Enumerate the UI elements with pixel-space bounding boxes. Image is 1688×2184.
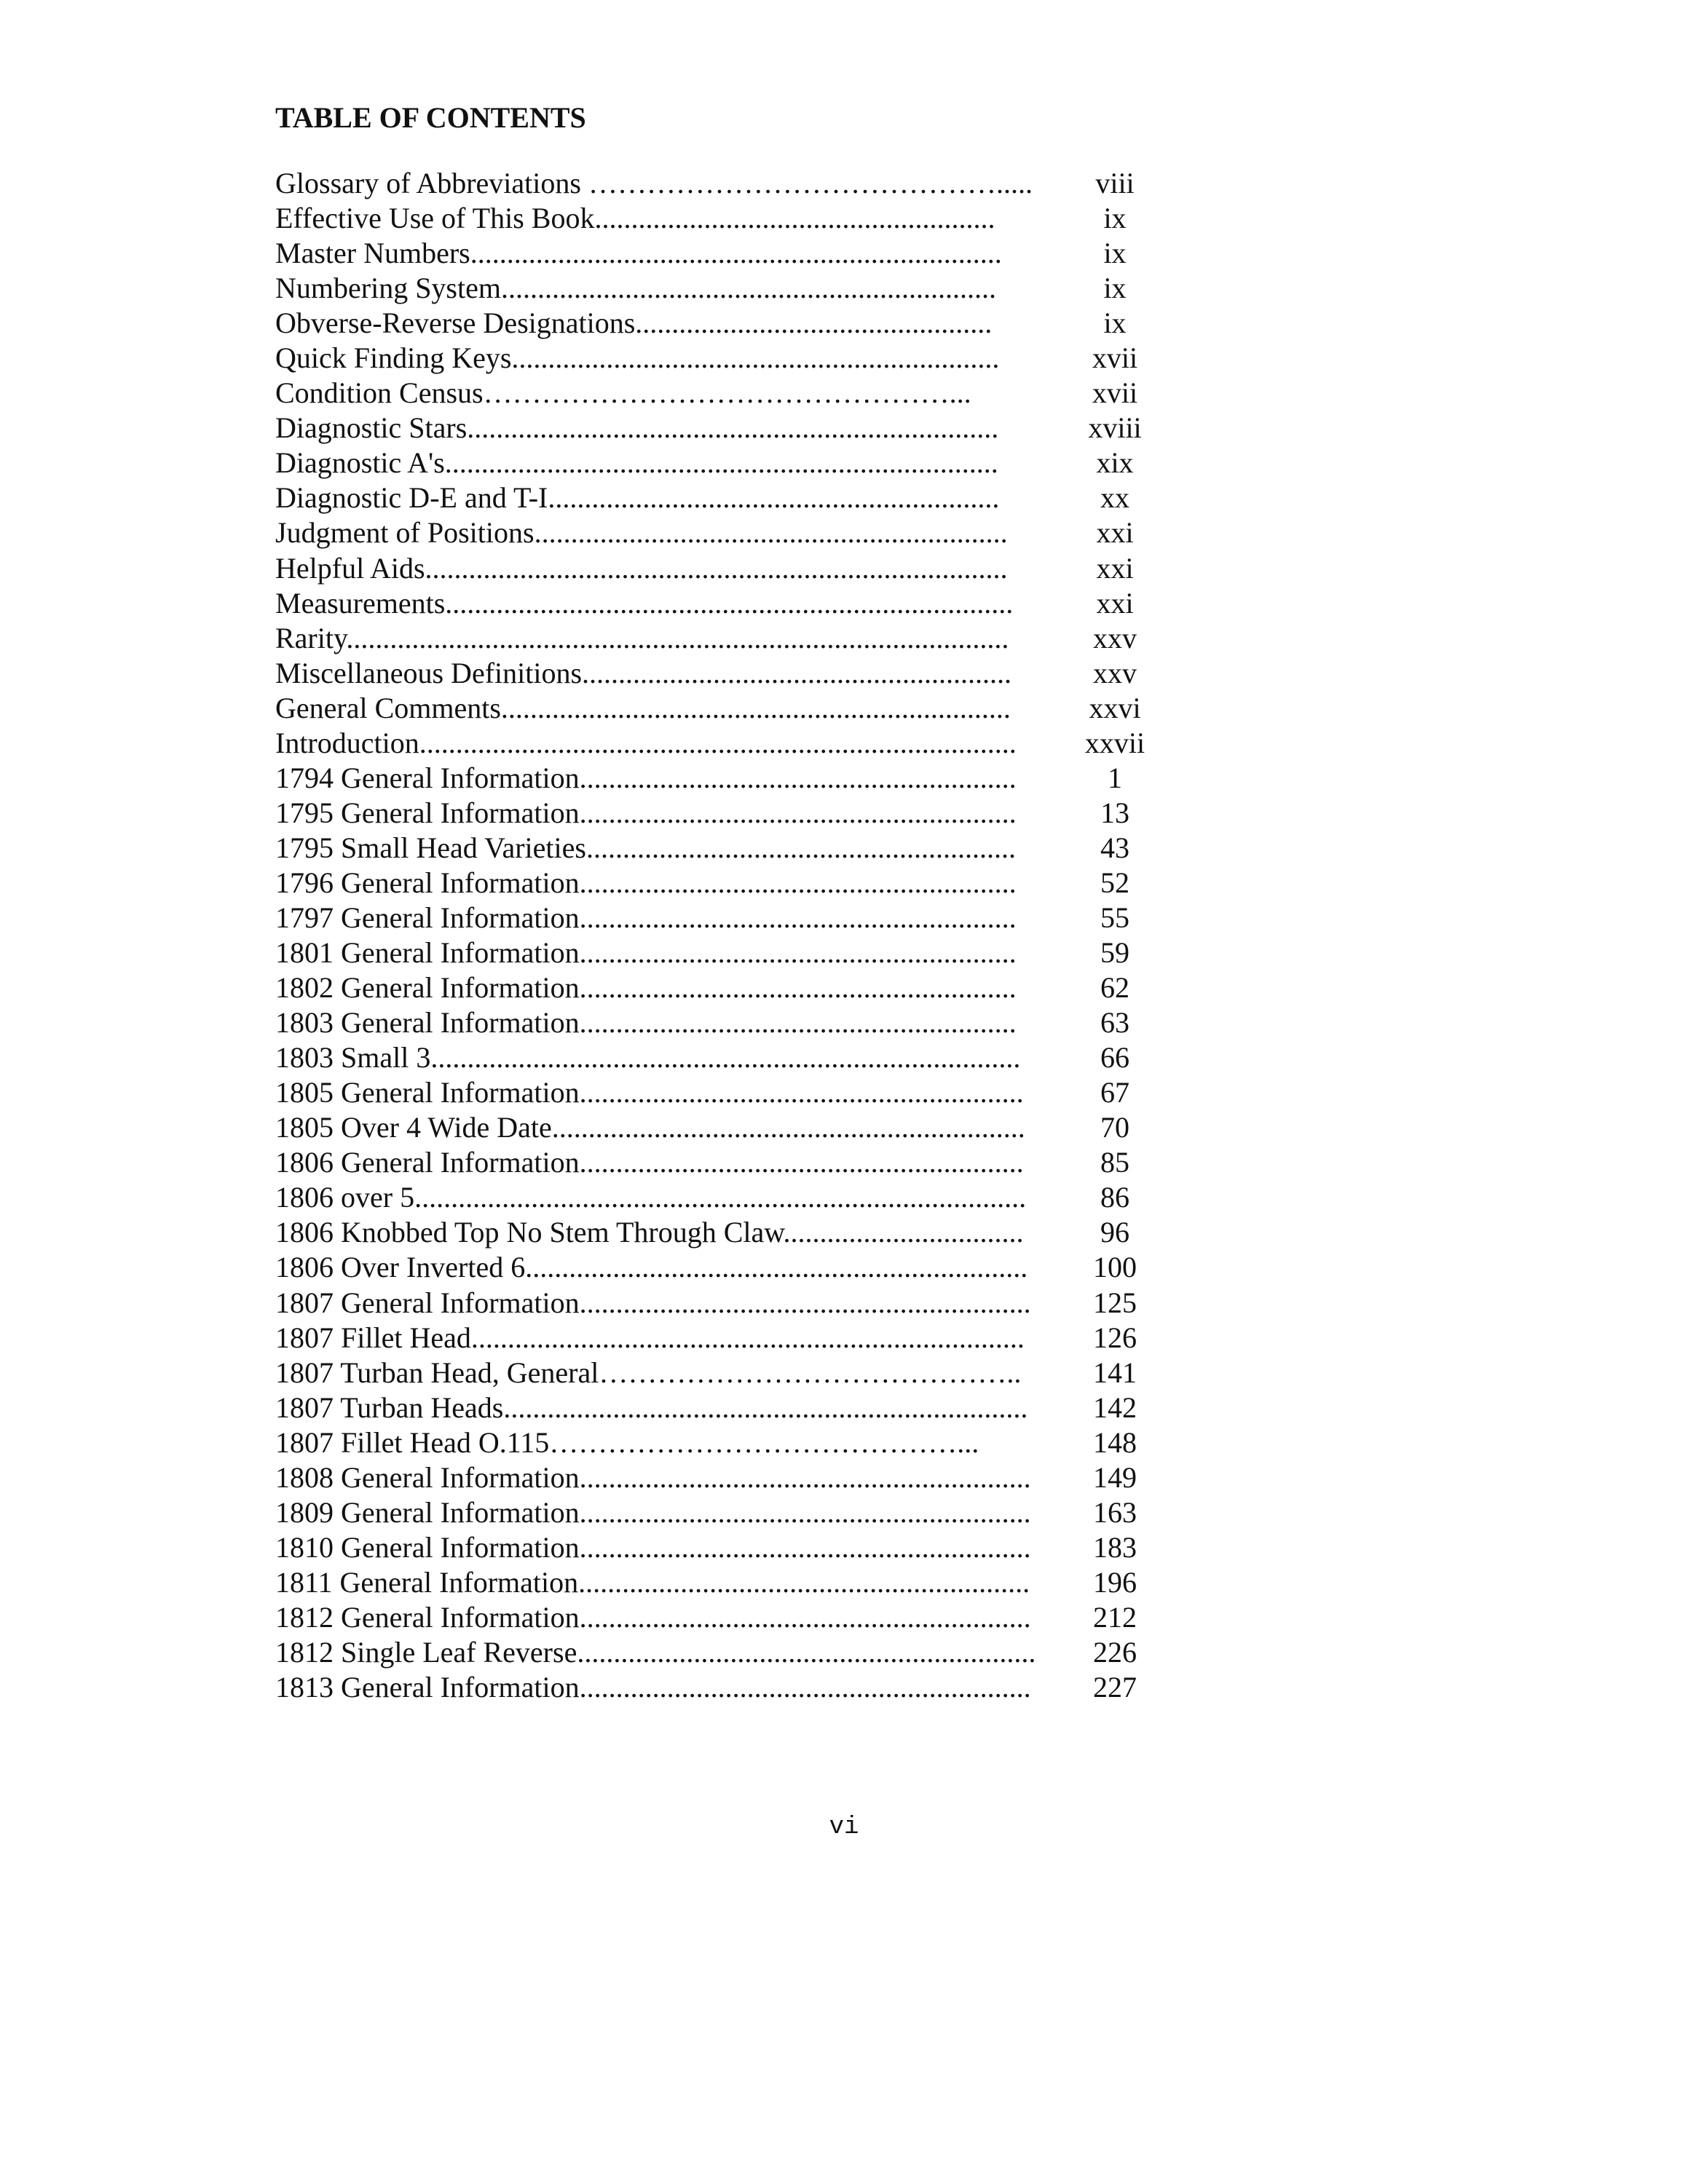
toc-entry [275, 1670, 1135, 1705]
toc-entry [275, 1215, 1135, 1250]
toc-entry-label: 1807 General Information.............................................................. [275, 1286, 1031, 1319]
toc-entry-page: 125 [1093, 1286, 1137, 1319]
toc-entry [275, 935, 1135, 970]
toc-entry-label: General Comments...................................................................... [275, 691, 1011, 724]
toc-entry [275, 166, 1135, 201]
toc-entry-page: 183 [1093, 1530, 1137, 1564]
toc-entry [275, 901, 1135, 935]
toc-entry-label: 1795 General Information............................................................ [275, 796, 1017, 829]
toc-entry-page: xxv [1093, 656, 1137, 689]
toc-entry-label: 1805 Over 4 Wide Date................................................................. [275, 1111, 1025, 1144]
toc-entry-page: 163 [1093, 1495, 1137, 1529]
toc-entry [275, 411, 1142, 446]
toc-entry [275, 586, 1135, 621]
toc-entry-label: Numbering System.................................................................... [275, 272, 996, 305]
toc-entry [275, 515, 1135, 550]
toc-entry-label: Rarity........................................................................................... [275, 621, 1009, 654]
toc-entry-label: 1802 General Information............................................................ [275, 971, 1017, 1005]
toc-entry-page: 85 [1100, 1146, 1129, 1179]
toc-entry-label: Quick Finding Keys................................................................... [275, 341, 1000, 375]
toc-entry-page: ix [1103, 306, 1127, 340]
toc-entry-page: 226 [1093, 1635, 1137, 1669]
toc-entry [275, 1180, 1135, 1215]
toc-entry-label: 1808 General Information.............................................................. [275, 1460, 1031, 1494]
toc-entry-label: Miscellaneous Definitions........................................................... [275, 656, 1012, 689]
toc-entry-page: 66 [1100, 1041, 1129, 1075]
toc-entry-label: 1801 General Information............................................................ [275, 936, 1017, 970]
toc-entry [275, 1321, 1135, 1356]
toc-entry [275, 796, 1135, 831]
toc-entry [275, 691, 1141, 726]
toc-entry [275, 761, 1135, 796]
toc-entry [275, 1075, 1135, 1110]
toc-entry [275, 480, 1135, 515]
toc-entry-label: 1806 Over Inverted 6..................................................................... [275, 1251, 1028, 1284]
toc-entry [275, 376, 1138, 411]
toc-entry-label: 1812 General Information.............................................................. [275, 1600, 1031, 1634]
toc-entry-label: 1803 General Information............................................................ [275, 1006, 1017, 1040]
toc-entry [275, 1425, 1135, 1460]
toc-entry-label: Measurements.............................................................................. [275, 586, 1014, 620]
toc-entry [275, 1530, 1135, 1565]
toc-entry-page: xxv [1093, 621, 1137, 654]
toc-entry-page: 70 [1100, 1111, 1129, 1144]
toc-entry-label: Effective Use of This Book....................................................... [275, 202, 995, 235]
toc-entry [275, 1390, 1135, 1425]
toc-entry-page: xix [1096, 446, 1134, 480]
toc-entry [275, 1565, 1135, 1600]
toc-entry [275, 1286, 1135, 1321]
toc-entry-page: 62 [1100, 971, 1129, 1005]
toc-entry-label: 1807 Fillet Head O.115……………………………………... [275, 1425, 979, 1459]
toc-entry-page: 55 [1100, 901, 1129, 934]
toc-entry-label: 1809 General Information.............................................................. [275, 1495, 1031, 1529]
toc-entry [275, 726, 1145, 761]
toc-entry-label: 1805 General Information............................................................. [275, 1076, 1024, 1109]
toc-entry [275, 201, 1135, 236]
toc-entry-label: 1807 Turban Head, General…………………………………….. [275, 1356, 1022, 1389]
toc-entry-page: ix [1103, 272, 1127, 305]
toc-entry-page: ix [1103, 202, 1127, 235]
toc-entry-page: 149 [1093, 1460, 1137, 1494]
toc-entry-label: 1806 Knobbed Top No Stem Through Claw................................. [275, 1216, 1024, 1249]
toc-entry-label: 1794 General Information............................................................ [275, 761, 1017, 794]
page-number: vi [829, 1813, 859, 1841]
toc-entry-page: 100 [1093, 1251, 1137, 1284]
toc-entry-label: 1812 Single Leaf Reverse............................................................... [275, 1635, 1036, 1669]
toc-entry-label: 1806 General Information............................................................. [275, 1146, 1024, 1179]
toc-entry [275, 551, 1135, 586]
toc-entry-page: xx [1100, 481, 1129, 515]
toc-entry-page: xxi [1096, 586, 1134, 620]
toc-entry [275, 236, 1135, 271]
toc-entry-page: xxvi [1089, 691, 1141, 724]
toc-entry-page: viii [1095, 167, 1135, 199]
toc-entry-label: 1811 General Information.............................................................. [275, 1565, 1030, 1599]
toc-entry-page: xxi [1096, 516, 1134, 550]
toc-entry-label: Helpful Aids................................................................................ [275, 551, 1008, 585]
toc-entry-label: 1803 Small 3................................................................................. [275, 1041, 1021, 1075]
toc-entry-page: 141 [1093, 1356, 1137, 1389]
toc-entry-label: 1795 Small Head Varieties........................................................... [275, 831, 1016, 864]
toc-entry [275, 1495, 1135, 1530]
toc-entry [275, 1460, 1135, 1495]
toc-entry-page: 126 [1093, 1321, 1137, 1354]
table-of-contents [275, 166, 1145, 1705]
toc-entry-page: 142 [1093, 1390, 1137, 1424]
toc-entry-page: 67 [1100, 1076, 1129, 1109]
toc-entry-page: 196 [1093, 1565, 1137, 1599]
toc-entry-label: Condition Census…………………………………………... [275, 376, 971, 410]
toc-entry-label: 1796 General Information............................................................ [275, 866, 1017, 899]
toc-entry-label: 1806 over 5.................................................................................... [275, 1181, 1027, 1214]
toc-entry-label: 1807 Turban Heads........................................................................ [275, 1390, 1028, 1424]
toc-entry [275, 866, 1135, 901]
toc-entry-label: Introduction.................................................................................. [275, 726, 1017, 759]
toc-entry-page: 96 [1100, 1216, 1129, 1249]
toc-entry-label: Judgment of Positions................................................................. [275, 516, 1008, 550]
toc-entry-page: 63 [1100, 1006, 1129, 1040]
toc-entry-page: 148 [1093, 1425, 1137, 1459]
toc-entry [275, 1145, 1135, 1180]
toc-entry [275, 656, 1135, 691]
toc-entry-page: 13 [1100, 796, 1129, 829]
toc-entry-page: 43 [1100, 831, 1129, 864]
toc-entry-page: 59 [1100, 936, 1129, 970]
toc-entry [275, 271, 1135, 306]
toc-entry-label: Diagnostic Stars......................................................................... [275, 411, 999, 445]
toc-entry-page: xxi [1096, 551, 1134, 585]
toc-entry-page: 1 [1108, 761, 1122, 794]
toc-entry-label: 1813 General Information.............................................................. [275, 1671, 1031, 1704]
toc-entry [275, 831, 1135, 866]
toc-entry-label: 1807 Fillet Head............................................................................ [275, 1321, 1025, 1354]
toc-entry-label: 1797 General Information............................................................ [275, 901, 1017, 934]
toc-entry-label: 1810 General Information.............................................................. [275, 1530, 1031, 1564]
toc-entry-label: Diagnostic D-E and T-I.............................................................. [275, 481, 1000, 515]
toc-entry [275, 1005, 1135, 1040]
toc-entry-page: xviii [1088, 411, 1142, 445]
toc-entry-label: Diagnostic A's............................................................................ [275, 446, 998, 480]
toc-entry [275, 446, 1135, 480]
toc-entry-page: 212 [1093, 1600, 1137, 1634]
toc-entry-page: xvii [1092, 376, 1138, 410]
toc-entry-page: ix [1103, 237, 1127, 270]
toc-entry [275, 1040, 1135, 1075]
toc-entry-page: xxvii [1084, 726, 1145, 759]
page-title: TABLE OF CONTENTS [275, 101, 586, 134]
toc-entry-page: xvii [1092, 341, 1138, 375]
toc-entry [275, 621, 1135, 656]
toc-entry-label: Master Numbers......................................................................... [275, 237, 1002, 270]
toc-entry-label: Obverse-Reverse Designations................................................. [275, 306, 993, 340]
toc-entry [275, 1635, 1135, 1670]
toc-entry [275, 1600, 1135, 1635]
toc-entry [275, 341, 1138, 376]
toc-entry [275, 1356, 1135, 1390]
toc-entry [275, 1250, 1135, 1285]
toc-entry [275, 1110, 1135, 1145]
toc-entry-page: 52 [1100, 866, 1129, 899]
toc-entry [275, 306, 1135, 341]
toc-entry [275, 970, 1135, 1005]
toc-entry-label: Glossary of Abbreviations ……………………………………..... [275, 167, 1033, 199]
toc-entry-page: 227 [1093, 1671, 1137, 1704]
toc-entry-page: 86 [1100, 1181, 1129, 1214]
